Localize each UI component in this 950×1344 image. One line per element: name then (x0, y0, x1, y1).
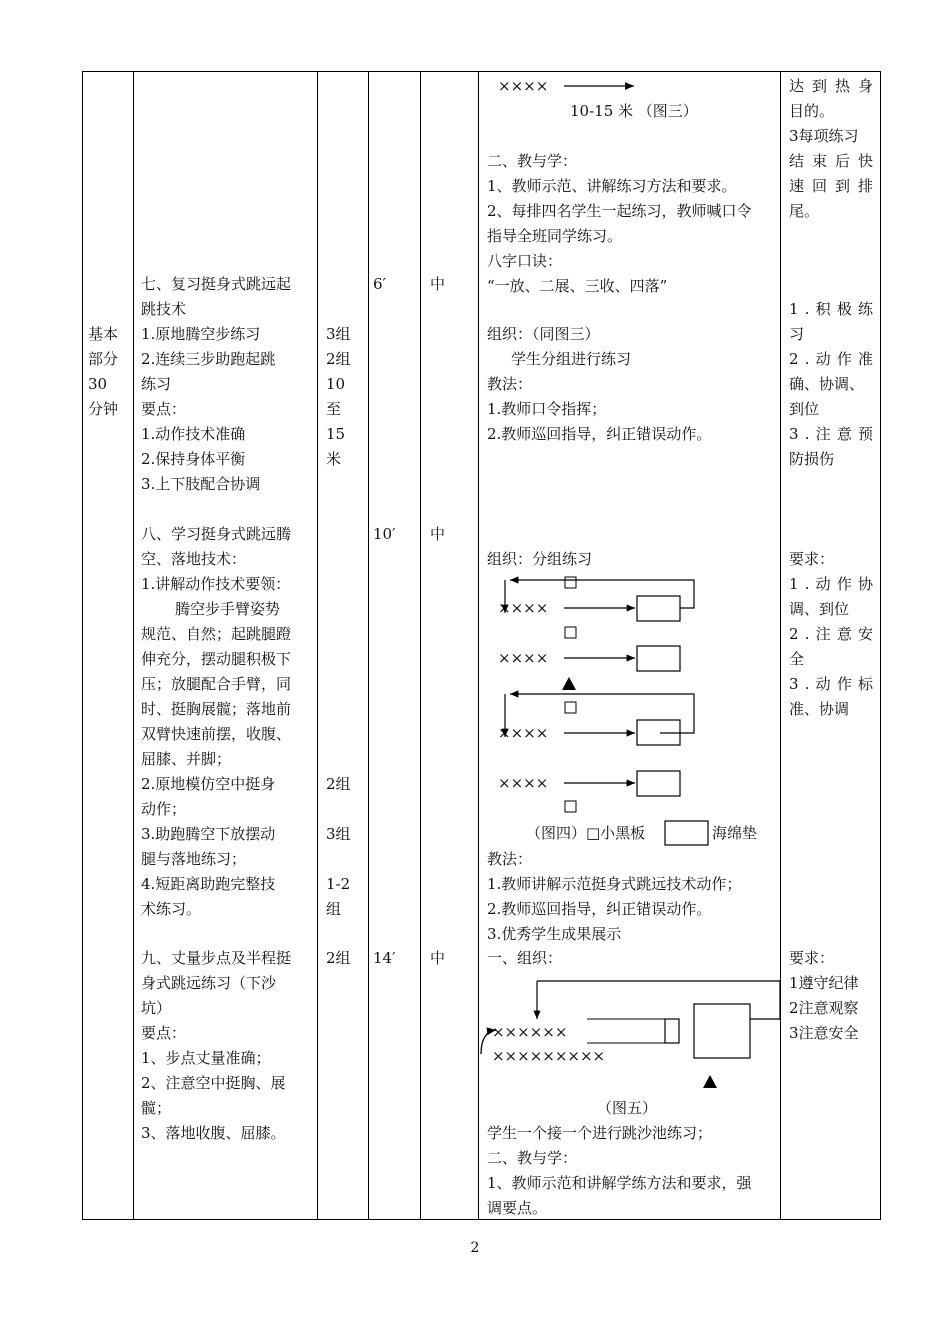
figure-caption: 10-15 米 （图三） (570, 102, 698, 120)
method-line: 教法： (487, 850, 533, 868)
method-line: 二、教与学： (487, 152, 578, 170)
sets-value: 1-2 (326, 875, 351, 893)
method-line: 2.教师巡回指导，纠正错误动作。 (487, 900, 712, 918)
blackboard-marker (565, 577, 576, 588)
time-value: 14′ (373, 949, 396, 967)
content-line: 七、复习挺身式跳远起 (141, 275, 292, 293)
content-line: 压；放腿配合手臂，同 (141, 675, 292, 693)
sets-value: 2组 (326, 350, 351, 368)
sets-value: 3组 (326, 825, 351, 843)
content-line: 4.短距离助跑完整技 (141, 875, 276, 893)
return-path (510, 580, 694, 608)
section-label: 基本 (88, 325, 119, 343)
formation-row: ×××× (498, 77, 549, 95)
method-line: 1.教师讲解示范挺身式跳远技术动作； (487, 875, 742, 893)
requirement-line: 2 . 动 作 准 (789, 350, 873, 368)
content-line: 2.保持身体平衡 (141, 450, 246, 468)
content-line: 腾空步手臂姿势 (175, 600, 281, 618)
takeoff-board (665, 1019, 679, 1043)
requirement-line: 全 (789, 650, 805, 668)
requirement-line: 目的。 (789, 102, 835, 120)
requirement-line: 结 束 后 快 (789, 152, 873, 170)
method-line: 2.教师巡回指导，纠正错误动作。 (487, 425, 712, 443)
content-line: 腿与落地练习； (141, 850, 247, 868)
return-path (537, 981, 780, 1019)
sets-value: 15 (326, 425, 346, 443)
requirement-line: 到位 (789, 400, 820, 418)
requirement-line: 准、协调 (789, 700, 850, 718)
content-line: 1.动作技术准确 (141, 425, 246, 443)
method-line: 二、教与学： (487, 1149, 578, 1167)
content-line: 空、落地技术： (141, 550, 247, 568)
sets-value: 10 (326, 375, 346, 393)
sponge-mat (637, 771, 680, 796)
section-label: 分钟 (88, 400, 119, 418)
figure-caption: （图四）□小黑板 (526, 824, 646, 842)
requirement-line: 要求： (789, 550, 835, 568)
requirement-line: 达 到 热 身 (789, 77, 873, 95)
content-line: 1.原地腾空步练习 (141, 325, 261, 343)
requirement-line: 3 . 注 意 预 (789, 425, 873, 443)
content-line: 伸充分，摆动腿积极下 (141, 650, 292, 668)
blackboard-marker (565, 627, 576, 638)
formation-row: ××××××××× (492, 1047, 606, 1065)
sponge-mat (637, 596, 680, 621)
requirement-line: 调、到位 (789, 600, 850, 618)
method-line: 学生分组进行练习 (511, 350, 632, 368)
content-line: 3.助跑腾空下放摆动 (141, 825, 276, 843)
content-line: 术练习。 (141, 900, 202, 918)
figure-caption: （图五） (597, 1099, 658, 1117)
requirement-line: 2 . 注 意 安 (789, 625, 873, 643)
requirement-line: 习 (789, 325, 805, 343)
sponge-mat-legend (665, 821, 708, 845)
sets-value: 米 (326, 450, 342, 468)
sand-pit (694, 1004, 750, 1058)
method-line: 调要点。 (487, 1199, 548, 1217)
blackboard-marker (565, 801, 576, 812)
requirement-line: 1遵守纪律 (789, 974, 859, 992)
content-line: 练习 (141, 375, 172, 393)
content-line: 2.原地模仿空中挺身 (141, 775, 276, 793)
requirement-line: 3 . 动 作 标 (789, 675, 873, 693)
time-value: 10′ (373, 525, 396, 543)
content-line: 八、学习挺身式跳远腾 (141, 525, 292, 543)
content-line: 3.上下肢配合协调 (141, 475, 261, 493)
sets-value: 至 (326, 400, 342, 418)
requirement-line: 尾。 (789, 202, 820, 220)
requirement-line: 1 . 动 作 协 (789, 575, 873, 593)
section-label: 30 (88, 375, 108, 393)
requirement-line: 3每项练习 (789, 127, 859, 145)
requirement-line: 速 回 到 排 (789, 177, 873, 195)
teacher-triangle (562, 677, 576, 690)
method-line: 1、教师示范、讲解练习方法和要求。 (487, 177, 737, 195)
method-line: 学生一个接一个进行跳沙池练习； (487, 1124, 713, 1142)
sets-value: 组 (326, 900, 342, 918)
formation-row: ×××× (498, 774, 549, 792)
content-line: 要点： (141, 400, 187, 418)
method-line: 组织：（同图三） (487, 325, 600, 343)
formation-row: ×××× (498, 724, 549, 742)
time-value: 6′ (373, 275, 386, 293)
content-line: 坑） (141, 999, 172, 1017)
method-line: 教法： (487, 375, 533, 393)
intensity-value: 中 (430, 949, 446, 967)
intensity-value: 中 (430, 275, 446, 293)
content-line: 身式跳远练习（下沙 (141, 974, 277, 992)
method-line: 2、每排四名学生一起练习，教师喊口令 (487, 202, 752, 220)
content-line: 九、丈量步点及半程挺 (141, 949, 292, 967)
formation-row: ×××× (498, 649, 549, 667)
legend-label: 海绵垫 (712, 824, 758, 842)
formation-row: ×××××× (492, 1023, 568, 1041)
requirement-line: 确、协调、 (789, 375, 865, 393)
method-line: 组织：分组练习 (487, 550, 593, 568)
content-line: 2、注意空中挺胸、展 (141, 1074, 286, 1092)
formation-row: ×××× (498, 599, 549, 617)
return-path (510, 694, 694, 733)
content-line: 屈膝、并脚； (141, 750, 232, 768)
method-line: “一放、二展、三收、四落” (487, 277, 668, 295)
method-line: 1.教师口令指挥； (487, 400, 607, 418)
sets-value: 3组 (326, 325, 351, 343)
requirement-line: 3注意安全 (789, 1024, 859, 1042)
content-line: 规范、自然；起跳腿蹬 (141, 625, 292, 643)
requirement-line: 1 . 积 极 练 (789, 300, 873, 318)
sponge-mat (637, 646, 680, 671)
intensity-value: 中 (430, 525, 446, 543)
method-line: 一、组织： (487, 949, 563, 967)
requirement-line: 要求： (789, 949, 835, 967)
content-line: 要点： (141, 1024, 187, 1042)
section-label: 部分 (88, 350, 119, 368)
content-line: 2.连续三步助跑起跳 (141, 350, 276, 368)
content-line: 动作； (141, 800, 187, 818)
content-line: 1.讲解动作技术要领： (141, 575, 291, 593)
requirement-line: 防损伤 (789, 450, 835, 468)
content-line: 1、步点丈量准确； (141, 1049, 271, 1067)
teacher-triangle (703, 1075, 717, 1088)
content-line: 髋； (141, 1099, 172, 1117)
requirement-line: 2注意观察 (789, 999, 859, 1017)
method-line: 八字口诀： (487, 252, 563, 270)
content-line: 时、挺胸展髋；落地前 (141, 700, 292, 718)
content-line: 跳技术 (141, 300, 187, 318)
blackboard-marker (565, 702, 576, 713)
content-line: 双臂快速前摆，收腹、 (141, 725, 292, 743)
method-line: 1、教师示范和讲解学练方法和要求，强 (487, 1174, 752, 1192)
turn-arrow (481, 1030, 496, 1054)
sets-value: 2组 (326, 949, 351, 967)
page-number: 2 (470, 1240, 480, 1256)
method-line: 指导全班同学练习。 (487, 227, 623, 245)
content-line: 3、落地收腹、屈膝。 (141, 1124, 286, 1142)
method-line: 3.优秀学生成果展示 (487, 925, 622, 943)
sets-value: 2组 (326, 775, 351, 793)
